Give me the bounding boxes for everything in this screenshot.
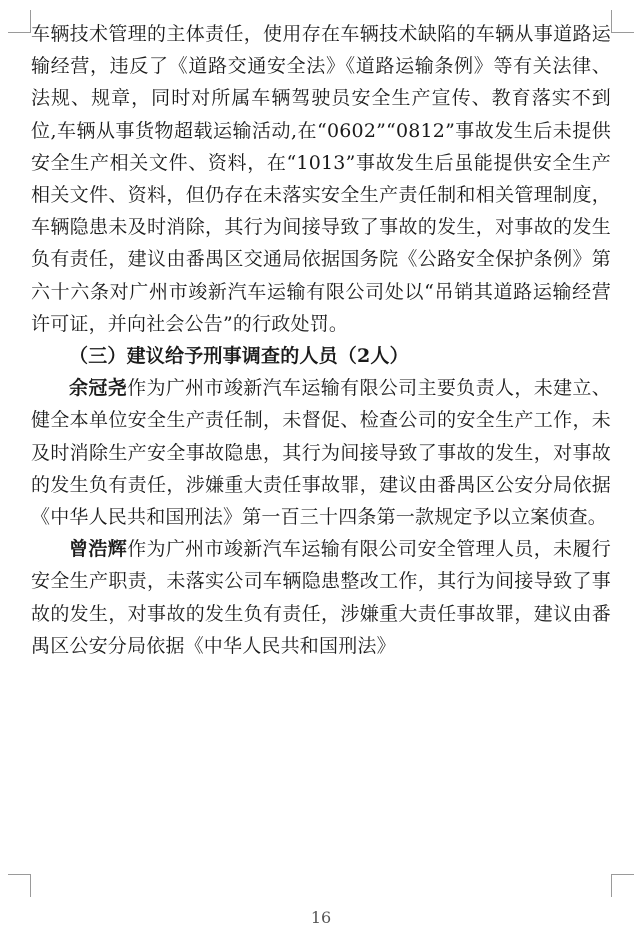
page-number: 16 xyxy=(310,908,332,927)
paragraph-continuation: 车辆技术管理的主体责任，使用存在车辆技术缺陷的车辆从事道路运输经营，违反了《道路交通安全法》《道路运输条例》等有关法律、法规、规章，同时对所属车辆驾驶员安全生产宣传、教育落实不到位,车辆从事货物超载运输活动,在“0602”“0812”事故发生后未提供安全生产相关文件、资料，在“1013”事故发生后虽能提供安全生产相关文件、资料，但仍存在未落实安全生产责任制和相关管理制度，车辆隐患未及时消除，其行为间接导致了事故的发生，对事故的发生负有责任，建议由番禺区交通局依据国务院《公路安全保护条例》第六十六条对广州市竣新汽车运输有限公司处以“吊销其道路运输经营许可证，并向社会公告”的行政处罚。 xyxy=(31,23,611,335)
crop-mark-bottom-right xyxy=(611,874,634,897)
person-name-1: 余冠尧 xyxy=(69,377,128,400)
person-paragraph-1 xyxy=(31,372,611,533)
person-name-2: 曾浩辉 xyxy=(69,538,128,561)
person-paragraph-2 xyxy=(31,533,611,662)
crop-mark-top-left xyxy=(8,10,31,33)
crop-mark-bottom-left xyxy=(8,874,31,897)
crop-mark-top-right xyxy=(611,10,634,33)
person-text-1: 作为广州市竣新汽车运输有限公司主要负责人，未建立、健全本单位安全生产责任制，未督促、检查公司的安全生产工作，未及时消除生产安全事故隐患，其行为间接导致了事故的发生，对事故的发生负有责任，涉嫌重大责任事故罪，建议由番禺区公安分局依据《中华人民共和国刑法》第一百三十四条第一款规定予以立案侦查。 xyxy=(31,377,611,529)
document-body xyxy=(31,18,611,662)
section-heading: （三）建议给予刑事调查的人员（2人） xyxy=(69,345,409,368)
person-text-2: 作为广州市竣新汽车运输有限公司安全管理人员，未履行安全生产职责，未落实公司车辆隐患整改工作，其行为间接导致了事故的发生，对事故的发生负有责任，涉嫌重大责任事故罪，建议由番禺区公安分局依据《中华人民共和国刑法》 xyxy=(31,538,611,657)
